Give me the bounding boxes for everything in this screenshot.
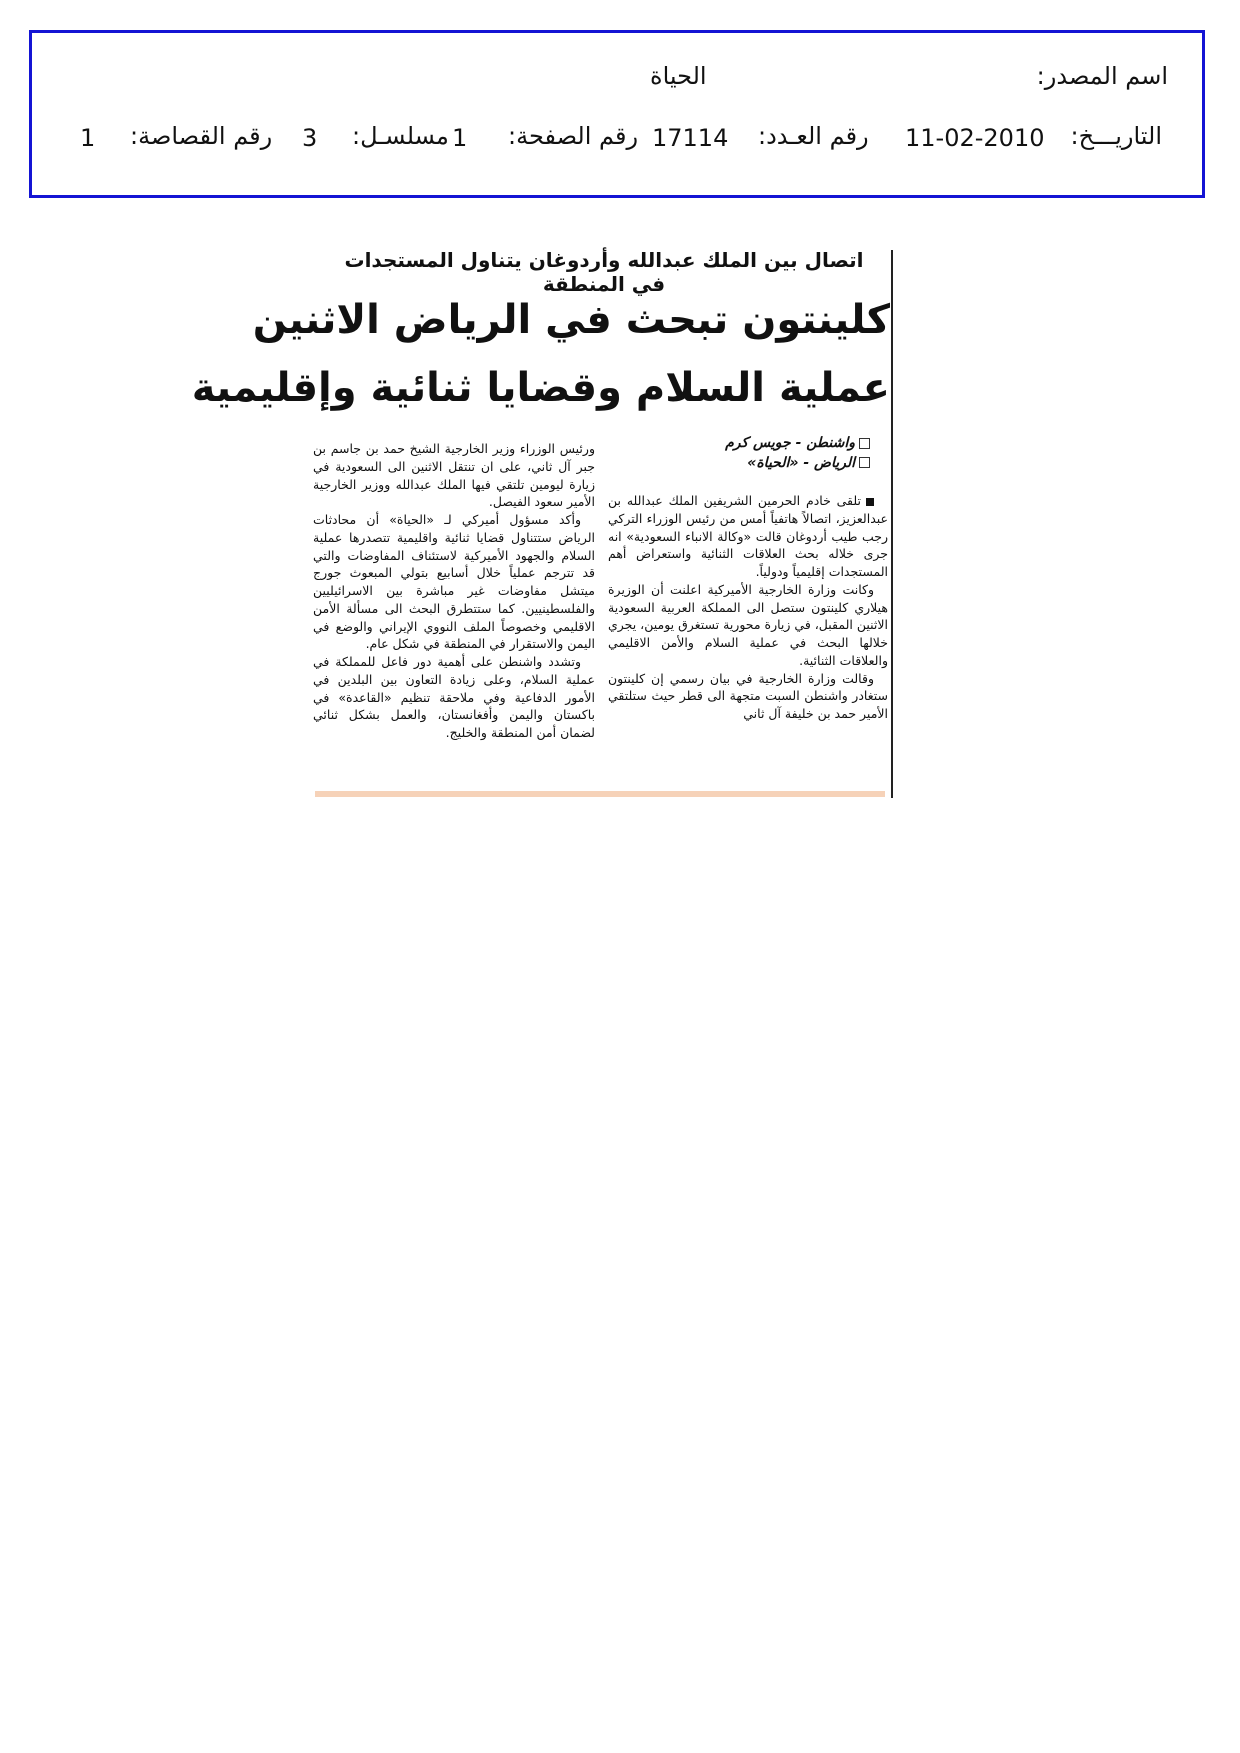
byline-washington: واشنطن - جويس كرم	[620, 434, 870, 454]
paragraph: تلقى خادم الحرمين الشريفين الملك عبدالله بن عبدالعزيز، اتصالاً هاتفياً أمس من رئيس الوزراء التركي رجب طيب أردوغان قالت «وكالة الانباء السعودية» انه جرى خلاله بحث العلاقات الثنائية واستعراض أهم المستجدات إقليمياً ودولياً.	[608, 493, 888, 579]
issue-value: 17114	[652, 124, 729, 152]
column-rule	[891, 250, 893, 798]
headline-line-1: كلينتون تبحث في الرياض الاثنين	[252, 297, 890, 343]
serial-value: 3	[302, 124, 318, 152]
page-value: 1	[452, 124, 468, 152]
date-label: التاريـــخ:	[1070, 122, 1162, 150]
square-icon	[859, 438, 870, 449]
page-label: رقم الصفحة:	[508, 122, 639, 150]
byline-riyadh: الرياض - «الحياة»	[620, 454, 870, 474]
clip-number-value: 1	[80, 124, 96, 152]
paragraph: وتشدد واشنطن على أهمية دور فاعل للمملكة في عملية السلام، وعلى زيادة التعاون بين البلدين في الأمور الدفاعية وفي ملاحقة تنظيم «القاعدة» في باكستان واليمن وأفغانستان، والعمل بشكل ثنائي لضمان أمن المنطقة والخليج.	[313, 654, 595, 740]
issue-label: رقم العـدد:	[758, 122, 869, 150]
serial-label: مسلسـل:	[352, 122, 449, 150]
clipping-bottom-edge	[315, 791, 885, 797]
article-column-left	[313, 440, 595, 742]
source-label: اسم المصدر:	[1036, 62, 1168, 90]
byline	[620, 434, 870, 473]
headline-line-2: عملية السلام وقضايا ثنائية وإقليمية	[191, 365, 890, 411]
paragraph: وأكد مسؤول أميركي لـ «الحياة» أن محادثات الرياض ستتناول قضايا ثنائية واقليمية تتصدرها عملية السلام والجهود الأميركية لاستئناف المفاوضات والتي قد تترجم عملياً خلال أسابيع بتولي المبعوث جورج ميتشل مفاوضات غير مباشرة بين الاسرائيليين والفلسطينيين. كما ستتطرق البحث الى مسألة الأمن الاقليمي وخصوصاً الملف النووي الإيراني والوضع في اليمن والاستقرار في المنطقة في شكل عام.	[313, 512, 595, 652]
article-column-right	[608, 492, 888, 723]
square-icon	[859, 457, 870, 468]
source-value: الحياة	[650, 62, 707, 90]
date-value: 11-02-2010	[905, 124, 1045, 152]
source-info-box	[29, 30, 1205, 198]
paragraph: ورئيس الوزراء وزير الخارجية الشيخ حمد بن جاسم بن جبر آل ثاني، على ان تنتقل الاثنين الى السعودية في زيارة ليومين تلتقي فيها الملك عبدالله ووزير الخارجية الأمير سعود الفيصل.	[313, 441, 595, 510]
paragraph: وقالت وزارة الخارجية في بيان رسمي إن كلينتون ستغادر واشنطن السبت متجهة الى قطر حيث ستلتقي الأمير حمد بن خليفة آل ثاني	[608, 670, 888, 721]
article-kicker: اتصال بين الملك عبدالله وأردوغان يتناول المستجدات في المنطقة	[344, 248, 864, 296]
bullet-icon	[866, 498, 874, 506]
paragraph: وكانت وزارة الخارجية الأميركية اعلنت أن الوزيرة هيلاري كلينتون ستصل الى المملكة العربية السعودية الاثنين المقبل، في زيارة محورية تستغرق يومين، يجري خلالها البحث في عملية السلام والأمن الاقليمي والعلاقات الثنائية.	[607, 581, 888, 668]
clip-number-label: رقم القصاصة:	[130, 122, 273, 150]
